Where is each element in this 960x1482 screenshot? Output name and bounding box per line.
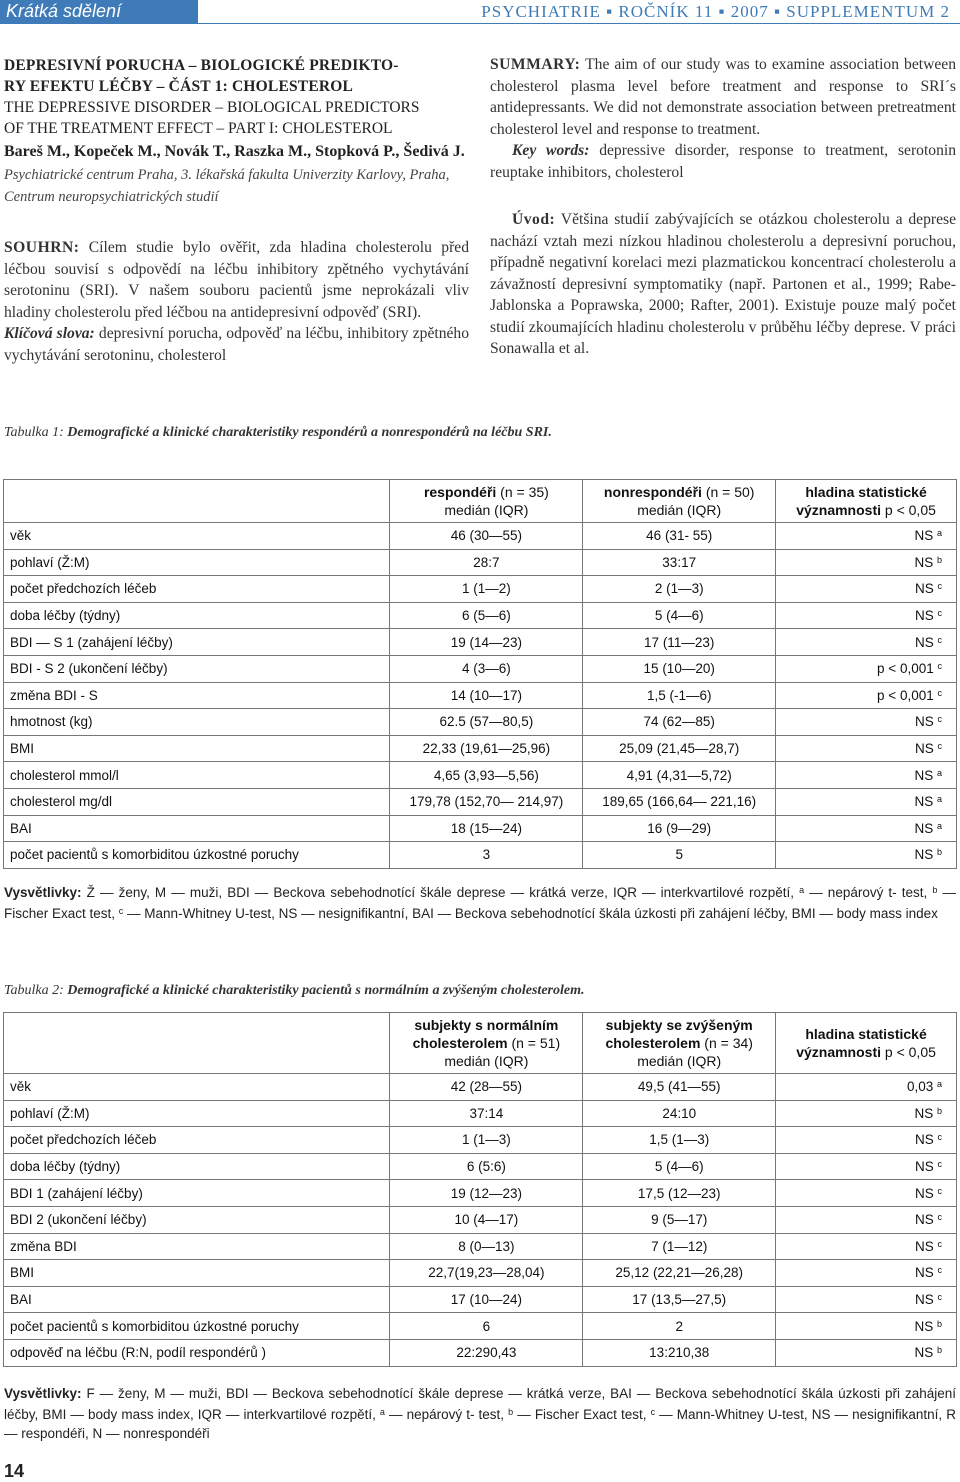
table1-header-row: [4, 480, 957, 523]
row-label: pohlaví (Ž:M): [4, 549, 390, 576]
table-row: [4, 549, 957, 576]
row-label: doba léčby (týdny): [4, 1153, 390, 1180]
row-label: počet předchozích léčeb: [4, 576, 390, 603]
row-significance: NS $^a$: [776, 762, 957, 789]
row-label: odpověď na léčbu (R:N, podíl respondérů ): [4, 1339, 390, 1366]
row-significance: NS $^c$: [776, 1206, 957, 1233]
row-value-group2: 5: [583, 842, 776, 869]
klicova-text: depresivní porucha, odpověď na léčbu, inhibitory zpětného vychytávání serotoninu, cholesterol: [4, 325, 470, 364]
row-value-group1: 10 (4—17): [390, 1206, 583, 1233]
row-value-group2: 1,5 (1—3): [583, 1127, 776, 1154]
row-value-group1: 62.5 (57—80,5): [390, 709, 583, 736]
table-row: [4, 1180, 957, 1207]
row-value-group2: 17 (11—23): [583, 629, 776, 656]
title-cs-line2: RY EFEKTU LÉČBY – ČÁST 1: CHOLESTEROL: [4, 78, 354, 95]
row-value-group2: 13:210,38: [583, 1339, 776, 1366]
row-label: BAI: [4, 1286, 390, 1313]
row-value-group2: 25,09 (21,45—28,7): [583, 735, 776, 762]
summary-paragraph: [490, 54, 956, 140]
row-value-group2: 5 (4—6): [583, 602, 776, 629]
row-significance: NS $^c$: [776, 1286, 957, 1313]
table1-header-significance: hladina statistické významnosti p < 0,05: [776, 480, 957, 523]
row-label: věk: [4, 523, 390, 550]
keywords-paragraph: [490, 140, 956, 183]
row-significance: 0,03 $^a$: [776, 1074, 957, 1101]
row-value-group1: 3: [390, 842, 583, 869]
row-label: cholesterol mmol/l: [4, 762, 390, 789]
table1-notes-label: Vysvětlivky:: [4, 885, 82, 900]
keywords-text: depressive disorder, response to treatment, serotonin reuptake inhibitors, cholesterol: [490, 142, 956, 181]
table-row: [4, 576, 957, 603]
table2-header-row: [4, 1013, 957, 1074]
row-label: BDI 1 (zahájení léčby): [4, 1180, 390, 1207]
table2-header-elevated: subjekty se zvýšeným cholesterolem (n = 34) medián (IQR): [583, 1013, 776, 1074]
klicova-label: Klíčová slova:: [4, 325, 95, 342]
table-row: [4, 1233, 957, 1260]
row-value-group1: 8 (0—13): [390, 1233, 583, 1260]
section-label: Krátká sdělení: [6, 1, 122, 21]
table-row: [4, 682, 957, 709]
row-value-group2: 4,91 (4,31—5,72): [583, 762, 776, 789]
table-row: [4, 1153, 957, 1180]
table2-header-normal: subjekty s normálním cholesterolem (n = 51) medián (IQR): [390, 1013, 583, 1074]
row-value-group2: 15 (10—20): [583, 655, 776, 682]
row-significance: NS $^b$: [776, 842, 957, 869]
table1-header-responders: respondéři (n = 35) medián (IQR): [390, 480, 583, 523]
table-row: [4, 1074, 957, 1101]
table2-notes-label: Vysvětlivky:: [4, 1386, 82, 1401]
row-value-group1: 28:7: [390, 549, 583, 576]
table-row: [4, 762, 957, 789]
row-label: změna BDI - S: [4, 682, 390, 709]
left-column: [4, 55, 469, 366]
row-value-group2: 49,5 (41—55): [583, 1074, 776, 1101]
right-column: [490, 54, 956, 360]
row-value-group1: 19 (14—23): [390, 629, 583, 656]
row-label: BMI: [4, 735, 390, 762]
uvod-text: Většina studií zabývajících se otázkou cholesterolu a deprese nachází vztah mezi nízkou hladinou cholesterolu a depresivní poruchou, případně negativní korelaci mezi plazmatickou koncentrací cholesterolu a závažností depresivní symptomatiky (např. Partonen et al., 1999; Rabe- Jablonska a Poprawska, 2000; Rafter, 2001). Existuje pouze malý počet studií zkoumajících hladinu cholesterolu v průběhu léčby deprese. V práci Sonawalla et al.: [490, 211, 956, 357]
title-en-line2: OF THE TREATMENT EFFECT – PART I: CHOLESTEROL: [4, 120, 393, 137]
row-label: BMI: [4, 1260, 390, 1287]
row-value-group2: 24:10: [583, 1100, 776, 1127]
row-label: BDI 2 (ukončení léčby): [4, 1206, 390, 1233]
authors: Bareš M., Kopeček M., Novák T., Raszka M., Stopková P., Šedivá J.: [4, 143, 465, 160]
row-significance: NS $^c$: [776, 735, 957, 762]
table-row: [4, 1313, 957, 1340]
row-value-group1: 22,33 (19,61—25,96): [390, 735, 583, 762]
row-label: doba léčby (týdny): [4, 602, 390, 629]
row-significance: NS $^c$: [776, 576, 957, 603]
row-value-group1: 6 (5:6): [390, 1153, 583, 1180]
row-significance: NS $^c$: [776, 1260, 957, 1287]
klicova-paragraph: [4, 323, 469, 366]
table-row: [4, 1206, 957, 1233]
row-label: změna BDI: [4, 1233, 390, 1260]
table-row: [4, 1339, 957, 1366]
row-value-group2: 33:17: [583, 549, 776, 576]
row-significance: NS $^a$: [776, 788, 957, 815]
row-value-group1: 4 (3—6): [390, 655, 583, 682]
table1-caption: [4, 425, 552, 441]
row-value-group1: 17 (10—24): [390, 1286, 583, 1313]
row-value-group2: 9 (5—17): [583, 1206, 776, 1233]
row-value-group2: 2 (1—3): [583, 576, 776, 603]
page-number: 14: [4, 1461, 25, 1481]
row-value-group1: 19 (12—23): [390, 1180, 583, 1207]
table2-notes: Vysvětlivky: F — ženy, M — muži, BDI — Beckova sebehodnotící škále deprese — krátká verze, BAI — Beckova sebehodnotící škála úzkosti při zahájení léčby, BMI — body mass index, IQR — interkvartilové rozpětí, $^a$ — nepárový t- test, $^b$ — Fischer Exact test, $^c$ — Mann-Whitney U-test, NS — nesignifikantní, R — respondéři, N — nonrespondéři: [4, 1386, 956, 1441]
row-value-group2: 17 (13,5—27,5): [583, 1286, 776, 1313]
row-value-group1: 1 (1—2): [390, 576, 583, 603]
row-significance: NS $^c$: [776, 1127, 957, 1154]
row-label: hmotnost (kg): [4, 709, 390, 736]
table-row: [4, 735, 957, 762]
table1-caption-prefix: Tabulka 1:: [4, 425, 68, 440]
row-value-group1: 1 (1—3): [390, 1127, 583, 1154]
table-row: [4, 602, 957, 629]
affiliation: Psychiatrické centrum Praha, 3. lékařská fakulta Univerzity Karlovy, Praha, Centrum neuropsychiatrických studií: [4, 167, 450, 205]
row-value-group2: 1,5 (-1—6): [583, 682, 776, 709]
table1-body: [4, 523, 957, 869]
row-label: věk: [4, 1074, 390, 1101]
table2-header-significance: hladina statistické významnosti p < 0,05: [776, 1013, 957, 1074]
row-label: počet pacientů s komorbiditou úzkostné poruchy: [4, 842, 390, 869]
row-significance: p < 0,001 $^c$: [776, 682, 957, 709]
row-significance: p < 0,001 $^c$: [776, 655, 957, 682]
row-value-group2: 74 (62—85): [583, 709, 776, 736]
table1-caption-title: Demografické a klinické charakteristiky respondérů a nonrespondérů na léčbu SRI.: [67, 425, 552, 440]
row-value-group2: 2: [583, 1313, 776, 1340]
table-row: [4, 1260, 957, 1287]
row-significance: NS $^b$: [776, 549, 957, 576]
row-label: BDI — S 1 (zahájení léčby): [4, 629, 390, 656]
souhrn-paragraph: [4, 237, 469, 323]
row-significance: NS $^a$: [776, 815, 957, 842]
table-row: [4, 1286, 957, 1313]
table1: [3, 479, 957, 869]
souhrn-text: Cílem studie bylo ověřit, zda hladina cholesterolu před léčbou souvisí s odpovědí na léčbu inhibitory zpětného vychytávání serotoninu (SRI). V našem souboru pacientů jsme neprokázali vliv hladiny cholesterolu před léčbou na antidepresivní odpověď (SRI).: [4, 239, 469, 321]
row-value-group2: 16 (9—29): [583, 815, 776, 842]
row-label: BDI - S 2 (ukončení léčby): [4, 655, 390, 682]
row-value-group1: 4,65 (3,93—5,56): [390, 762, 583, 789]
table2-caption-prefix: Tabulka 2:: [4, 983, 68, 998]
row-significance: NS $^c$: [776, 1180, 957, 1207]
souhrn-label: SOUHRN:: [4, 239, 80, 256]
row-significance: NS $^b$: [776, 1339, 957, 1366]
uvod-paragraph: [490, 209, 956, 360]
row-value-group2: 25,12 (22,21—26,28): [583, 1260, 776, 1287]
uvod-label: Úvod:: [512, 211, 556, 228]
row-significance: NS $^b$: [776, 1100, 957, 1127]
row-value-group2: 17,5 (12—23): [583, 1180, 776, 1207]
row-value-group1: 42 (28—55): [390, 1074, 583, 1101]
table2-caption: [4, 983, 584, 999]
row-value-group1: 22,7(19,23—28,04): [390, 1260, 583, 1287]
table1-notes: Vysvětlivky: Ž — ženy, M — muži, BDI — Beckova sebehodnotící škále deprese — krátká verze, IQR — interkvartilové rozpětí, $^a$ — nepárový t- test, $^b$ — Fischer Exact test, $^c$ — Mann-Whitney U-test, NS — nesignifikantní, BAI — Beckova sebehodnotící škála úzkosti při zahájení léčby, BMI — body mass index: [4, 885, 956, 921]
table-row: [4, 709, 957, 736]
row-significance: NS $^c$: [776, 709, 957, 736]
row-value-group2: 7 (1—12): [583, 1233, 776, 1260]
row-label: počet předchozích léčeb: [4, 1127, 390, 1154]
row-label: počet pacientů s komorbiditou úzkostné poruchy: [4, 1313, 390, 1340]
table-row: [4, 788, 957, 815]
row-value-group2: 46 (31- 55): [583, 523, 776, 550]
table1-header-nonresponders: nonrespondéři (n = 50) medián (IQR): [583, 480, 776, 523]
table-row: [4, 629, 957, 656]
row-significance: NS $^b$: [776, 1313, 957, 1340]
table-row: [4, 1100, 957, 1127]
row-significance: NS $^c$: [776, 629, 957, 656]
row-significance: NS $^a$: [776, 523, 957, 550]
table2: [3, 1012, 957, 1367]
row-value-group1: 22:290,43: [390, 1339, 583, 1366]
row-label: BAI: [4, 815, 390, 842]
table2-header-empty: [4, 1013, 390, 1074]
keywords-label: Key words:: [512, 142, 590, 159]
row-value-group2: 5 (4—6): [583, 1153, 776, 1180]
journal-header: PSYCHIATRIE ▪ ROČNÍK 11 ▪ 2007 ▪ SUPPLEMENTUM 2: [481, 2, 950, 21]
table-row: [4, 655, 957, 682]
row-value-group1: 6 (5—6): [390, 602, 583, 629]
title-cs-line1: DEPRESIVNÍ PORUCHA – BIOLOGICKÉ PREDIKTO-: [4, 57, 399, 74]
table-row: [4, 815, 957, 842]
table1-header-empty: [4, 480, 390, 523]
table-row: [4, 842, 957, 869]
row-value-group1: 6: [390, 1313, 583, 1340]
row-label: pohlaví (Ž:M): [4, 1100, 390, 1127]
row-label: cholesterol mg/dl: [4, 788, 390, 815]
row-significance: NS $^c$: [776, 1153, 957, 1180]
header-rule: [198, 23, 960, 24]
row-value-group1: 14 (10—17): [390, 682, 583, 709]
row-value-group1: 46 (30—55): [390, 523, 583, 550]
row-value-group2: 189,65 (166,64— 221,16): [583, 788, 776, 815]
section-tab: [0, 0, 198, 24]
row-value-group1: 18 (15—24): [390, 815, 583, 842]
table2-caption-title: Demografické a klinické charakteristiky pacientů s normálním a zvýšeným cholesterolem.: [67, 983, 585, 998]
table-row: [4, 523, 957, 550]
summary-label: SUMMARY:: [490, 56, 581, 73]
title-en-line1: THE DEPRESSIVE DISORDER – BIOLOGICAL PREDICTORS: [4, 99, 420, 116]
summary-text: The aim of our study was to examine association between cholesterol plasma level before treatment and response to SRI´s antidepressants. We did not demonstrate association between pretreatment cholesterol level and response to treatment.: [490, 56, 956, 138]
row-significance: NS $^c$: [776, 602, 957, 629]
row-value-group1: 37:14: [390, 1100, 583, 1127]
table-row: [4, 1127, 957, 1154]
row-significance: NS $^c$: [776, 1233, 957, 1260]
table2-body: [4, 1074, 957, 1367]
row-value-group1: 179,78 (152,70— 214,97): [390, 788, 583, 815]
